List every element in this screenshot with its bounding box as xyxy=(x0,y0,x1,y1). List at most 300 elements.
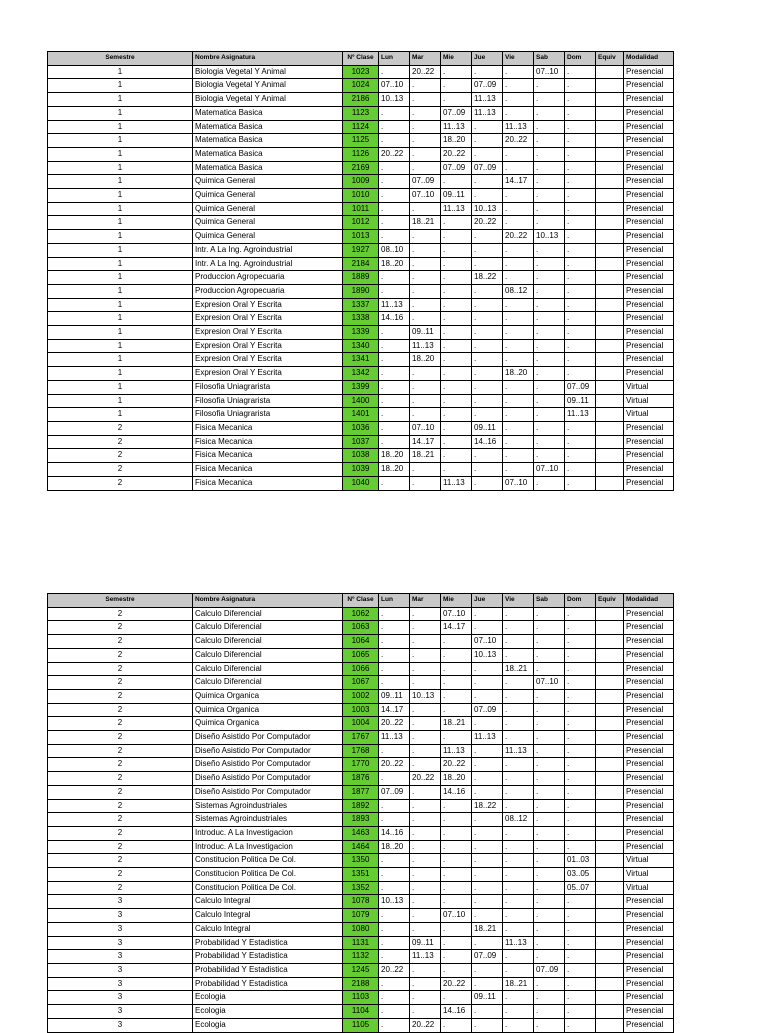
cell-semestre: 2 xyxy=(48,785,193,799)
cell-equiv xyxy=(596,717,624,731)
cell-sab: . xyxy=(534,257,565,271)
cell-lun: . xyxy=(379,202,410,216)
cell-mie: 07..09 xyxy=(441,161,472,175)
cell-equiv xyxy=(596,408,624,422)
cell-vie: . xyxy=(503,840,534,854)
cell-sab: . xyxy=(534,881,565,895)
cell-modalidad: Presencial xyxy=(624,909,674,923)
cell-vie: . xyxy=(503,326,534,340)
cell-modalidad: Presencial xyxy=(624,621,674,635)
cell-equiv xyxy=(596,785,624,799)
cell-dom: . xyxy=(565,298,596,312)
cell-semestre: 2 xyxy=(48,826,193,840)
cell-sab: . xyxy=(534,189,565,203)
cell-jue: 14..16 xyxy=(472,435,503,449)
cell-mie: . xyxy=(441,895,472,909)
cell-dom: . xyxy=(565,662,596,676)
cell-mar: . xyxy=(410,662,441,676)
cell-semestre: 3 xyxy=(48,909,193,923)
cell-clase: 1399 xyxy=(343,380,379,394)
cell-vie: . xyxy=(503,854,534,868)
cell-sab: . xyxy=(534,785,565,799)
cell-mar: . xyxy=(410,703,441,717)
cell-sab: . xyxy=(534,284,565,298)
cell-semestre: 1 xyxy=(48,189,193,203)
table-row xyxy=(48,79,674,93)
cell-asignatura: Constitucion Politica De Col. xyxy=(193,868,343,882)
cell-mar: . xyxy=(410,202,441,216)
cell-modalidad: Presencial xyxy=(624,936,674,950)
cell-mar: . xyxy=(410,298,441,312)
cell-equiv xyxy=(596,826,624,840)
cell-jue: . xyxy=(472,243,503,257)
cell-equiv xyxy=(596,772,624,786)
cell-sab: 07..10 xyxy=(534,463,565,477)
cell-equiv xyxy=(596,950,624,964)
cell-mar: . xyxy=(410,826,441,840)
cell-lun: . xyxy=(379,216,410,230)
cell-mie: . xyxy=(441,408,472,422)
schedule-table-1 xyxy=(47,51,674,491)
cell-semestre: 3 xyxy=(48,963,193,977)
header-clase: Nº Clase xyxy=(343,52,379,66)
cell-dom: . xyxy=(565,895,596,909)
cell-lun: . xyxy=(379,621,410,635)
table-row xyxy=(48,840,674,854)
cell-semestre: 1 xyxy=(48,326,193,340)
cell-equiv xyxy=(596,243,624,257)
cell-equiv xyxy=(596,476,624,490)
cell-asignatura: Biologia Vegetal Y Animal xyxy=(193,93,343,107)
cell-equiv xyxy=(596,339,624,353)
table-row xyxy=(48,772,674,786)
cell-vie: . xyxy=(503,106,534,120)
cell-dom: . xyxy=(565,120,596,134)
cell-mie: . xyxy=(441,840,472,854)
cell-semestre: 1 xyxy=(48,161,193,175)
cell-mie: . xyxy=(441,65,472,79)
cell-lun: . xyxy=(379,772,410,786)
cell-dom: . xyxy=(565,676,596,690)
cell-semestre: 1 xyxy=(48,312,193,326)
cell-vie: . xyxy=(503,147,534,161)
cell-asignatura: Filosofia Uniagrarista xyxy=(193,408,343,422)
cell-semestre: 1 xyxy=(48,147,193,161)
cell-equiv xyxy=(596,689,624,703)
cell-lun: . xyxy=(379,950,410,964)
cell-clase: 1770 xyxy=(343,758,379,772)
cell-asignatura: Matematica Basica xyxy=(193,147,343,161)
cell-dom: . xyxy=(565,1018,596,1032)
cell-clase: 1400 xyxy=(343,394,379,408)
table-row xyxy=(48,909,674,923)
cell-vie: . xyxy=(503,895,534,909)
cell-semestre: 2 xyxy=(48,435,193,449)
cell-mie: 11..13 xyxy=(441,202,472,216)
cell-dom: 03..05 xyxy=(565,868,596,882)
cell-sab: . xyxy=(534,106,565,120)
cell-lun: 14..16 xyxy=(379,312,410,326)
cell-modalidad: Presencial xyxy=(624,744,674,758)
cell-clase: 1342 xyxy=(343,367,379,381)
cell-asignatura: Matematica Basica xyxy=(193,161,343,175)
cell-semestre: 1 xyxy=(48,271,193,285)
cell-lun: . xyxy=(379,909,410,923)
cell-asignatura: Fisica Mecanica xyxy=(193,476,343,490)
cell-clase: 1009 xyxy=(343,175,379,189)
cell-asignatura: Filosofia Uniagrarista xyxy=(193,394,343,408)
cell-vie: . xyxy=(503,202,534,216)
table-row xyxy=(48,367,674,381)
cell-sab: . xyxy=(534,175,565,189)
cell-vie: 18..20 xyxy=(503,367,534,381)
cell-sab: . xyxy=(534,772,565,786)
cell-dom: . xyxy=(565,936,596,950)
cell-vie: . xyxy=(503,881,534,895)
cell-vie: . xyxy=(503,772,534,786)
cell-sab: . xyxy=(534,394,565,408)
cell-lun: 14..16 xyxy=(379,826,410,840)
cell-mar: . xyxy=(410,881,441,895)
cell-equiv xyxy=(596,662,624,676)
header-asignatura: Nombre Asignatura xyxy=(193,52,343,66)
cell-vie: . xyxy=(503,421,534,435)
cell-mie: 11..13 xyxy=(441,120,472,134)
cell-sab: . xyxy=(534,977,565,991)
cell-lun: 10..13 xyxy=(379,93,410,107)
cell-equiv xyxy=(596,840,624,854)
cell-equiv xyxy=(596,463,624,477)
cell-dom: . xyxy=(565,703,596,717)
cell-lun: . xyxy=(379,161,410,175)
cell-semestre: 3 xyxy=(48,977,193,991)
cell-mie: . xyxy=(441,936,472,950)
header-jue: Jue xyxy=(472,594,503,608)
header-semestre: Semestre xyxy=(48,52,193,66)
cell-jue: . xyxy=(472,449,503,463)
cell-semestre: 1 xyxy=(48,216,193,230)
cell-equiv xyxy=(596,758,624,772)
cell-dom: . xyxy=(565,189,596,203)
cell-semestre: 1 xyxy=(48,298,193,312)
cell-clase: 1103 xyxy=(343,991,379,1005)
cell-asignatura: Biologia Vegetal Y Animal xyxy=(193,79,343,93)
cell-vie: 08..12 xyxy=(503,813,534,827)
cell-equiv xyxy=(596,731,624,745)
cell-mar: . xyxy=(410,676,441,690)
cell-mie: . xyxy=(441,216,472,230)
cell-dom: . xyxy=(565,476,596,490)
cell-clase: 1080 xyxy=(343,922,379,936)
cell-asignatura: Fisica Mecanica xyxy=(193,435,343,449)
cell-dom: . xyxy=(565,991,596,1005)
table-row xyxy=(48,922,674,936)
cell-mar: . xyxy=(410,895,441,909)
cell-equiv xyxy=(596,963,624,977)
cell-asignatura: Expresion Oral Y Escrita xyxy=(193,353,343,367)
cell-semestre: 2 xyxy=(48,717,193,731)
cell-clase: 1002 xyxy=(343,689,379,703)
cell-mie: . xyxy=(441,339,472,353)
table-row xyxy=(48,298,674,312)
cell-equiv xyxy=(596,161,624,175)
cell-dom: . xyxy=(565,621,596,635)
cell-mie: 14..16 xyxy=(441,785,472,799)
cell-sab: . xyxy=(534,326,565,340)
cell-clase: 1003 xyxy=(343,703,379,717)
table-row xyxy=(48,717,674,731)
cell-mie: . xyxy=(441,689,472,703)
cell-asignatura: Biologia Vegetal Y Animal xyxy=(193,65,343,79)
table-row xyxy=(48,435,674,449)
cell-semestre: 3 xyxy=(48,991,193,1005)
cell-mar: . xyxy=(410,161,441,175)
cell-sab: . xyxy=(534,813,565,827)
table-row xyxy=(48,408,674,422)
cell-vie: 07..10 xyxy=(503,476,534,490)
cell-mar: . xyxy=(410,991,441,1005)
cell-mie: . xyxy=(441,326,472,340)
cell-dom: . xyxy=(565,243,596,257)
cell-modalidad: Presencial xyxy=(624,689,674,703)
cell-mie: . xyxy=(441,435,472,449)
cell-vie: . xyxy=(503,1018,534,1032)
table-row xyxy=(48,868,674,882)
cell-mie: . xyxy=(441,175,472,189)
cell-mie: . xyxy=(441,463,472,477)
cell-equiv xyxy=(596,312,624,326)
cell-mie: . xyxy=(441,298,472,312)
cell-semestre: 3 xyxy=(48,922,193,936)
cell-semestre: 1 xyxy=(48,243,193,257)
cell-sab: . xyxy=(534,312,565,326)
cell-equiv xyxy=(596,120,624,134)
cell-lun: 09..11 xyxy=(379,689,410,703)
cell-mie: . xyxy=(441,243,472,257)
cell-modalidad: Presencial xyxy=(624,840,674,854)
table-row xyxy=(48,977,674,991)
cell-clase: 2184 xyxy=(343,257,379,271)
cell-lun: 18..20 xyxy=(379,257,410,271)
cell-sab: . xyxy=(534,134,565,148)
cell-sab: . xyxy=(534,353,565,367)
cell-asignatura: Matematica Basica xyxy=(193,134,343,148)
cell-vie: 18..21 xyxy=(503,977,534,991)
cell-sab: . xyxy=(534,744,565,758)
cell-mie: . xyxy=(441,312,472,326)
cell-sab: . xyxy=(534,408,565,422)
cell-clase: 1337 xyxy=(343,298,379,312)
cell-modalidad: Presencial xyxy=(624,449,674,463)
header-semestre: Semestre xyxy=(48,594,193,608)
cell-modalidad: Presencial xyxy=(624,799,674,813)
cell-asignatura: Diseño Asistido Por Computador xyxy=(193,731,343,745)
cell-semestre: 2 xyxy=(48,621,193,635)
cell-dom: . xyxy=(565,134,596,148)
cell-sab: . xyxy=(534,648,565,662)
cell-asignatura: Expresion Oral Y Escrita xyxy=(193,298,343,312)
cell-dom: . xyxy=(565,785,596,799)
cell-dom: . xyxy=(565,435,596,449)
cell-lun: 08..10 xyxy=(379,243,410,257)
table-row xyxy=(48,635,674,649)
cell-lun: . xyxy=(379,326,410,340)
cell-lun: . xyxy=(379,476,410,490)
cell-mie: 18..20 xyxy=(441,772,472,786)
header-equiv: Equiv xyxy=(596,594,624,608)
cell-asignatura: Matematica Basica xyxy=(193,106,343,120)
cell-mie: 20..22 xyxy=(441,977,472,991)
cell-mie: . xyxy=(441,635,472,649)
cell-mie: . xyxy=(441,991,472,1005)
cell-lun: . xyxy=(379,421,410,435)
table-row xyxy=(48,120,674,134)
cell-jue: 20..22 xyxy=(472,216,503,230)
cell-asignatura: Fisica Mecanica xyxy=(193,463,343,477)
cell-semestre: 2 xyxy=(48,676,193,690)
cell-mar: . xyxy=(410,476,441,490)
cell-asignatura: Probabilidad Y Estadistica xyxy=(193,936,343,950)
cell-modalidad: Virtual xyxy=(624,868,674,882)
cell-asignatura: Calculo Diferencial xyxy=(193,648,343,662)
table-row xyxy=(48,353,674,367)
cell-clase: 1892 xyxy=(343,799,379,813)
cell-clase: 1024 xyxy=(343,79,379,93)
cell-jue: . xyxy=(472,230,503,244)
cell-asignatura: Intr. A La Ing. Agroindustrial xyxy=(193,257,343,271)
header-equiv: Equiv xyxy=(596,52,624,66)
cell-modalidad: Presencial xyxy=(624,147,674,161)
cell-lun: . xyxy=(379,380,410,394)
cell-mar: . xyxy=(410,284,441,298)
cell-mie: . xyxy=(441,1018,472,1032)
cell-lun: 18..20 xyxy=(379,449,410,463)
cell-sab: . xyxy=(534,216,565,230)
cell-lun: 20..22 xyxy=(379,717,410,731)
cell-vie: . xyxy=(503,216,534,230)
table-row xyxy=(48,881,674,895)
cell-modalidad: Presencial xyxy=(624,202,674,216)
cell-dom: . xyxy=(565,758,596,772)
cell-dom: . xyxy=(565,257,596,271)
cell-asignatura: Sistemas Agroindustriales xyxy=(193,799,343,813)
table-row xyxy=(48,936,674,950)
cell-lun: . xyxy=(379,175,410,189)
cell-vie: . xyxy=(503,868,534,882)
cell-dom: . xyxy=(565,922,596,936)
table-row xyxy=(48,476,674,490)
cell-jue: 11..13 xyxy=(472,106,503,120)
cell-equiv xyxy=(596,298,624,312)
cell-modalidad: Presencial xyxy=(624,79,674,93)
cell-semestre: 1 xyxy=(48,175,193,189)
table-row xyxy=(48,1018,674,1032)
table-row xyxy=(48,421,674,435)
cell-dom: . xyxy=(565,840,596,854)
cell-jue: . xyxy=(472,1005,503,1019)
cell-lun: . xyxy=(379,977,410,991)
cell-jue: . xyxy=(472,785,503,799)
cell-modalidad: Virtual xyxy=(624,408,674,422)
cell-modalidad: Presencial xyxy=(624,785,674,799)
cell-modalidad: Presencial xyxy=(624,1005,674,1019)
cell-vie: . xyxy=(503,963,534,977)
cell-jue: . xyxy=(472,134,503,148)
cell-mar: 07..10 xyxy=(410,421,441,435)
header-vie: Vie xyxy=(503,594,534,608)
cell-modalidad: Presencial xyxy=(624,175,674,189)
cell-clase: 1889 xyxy=(343,271,379,285)
cell-asignatura: Intr. A La Ing. Agroindustrial xyxy=(193,243,343,257)
cell-lun: . xyxy=(379,353,410,367)
cell-mar: . xyxy=(410,1005,441,1019)
cell-lun: 20..22 xyxy=(379,963,410,977)
cell-sab: . xyxy=(534,1005,565,1019)
cell-lun: 11..13 xyxy=(379,731,410,745)
cell-equiv xyxy=(596,449,624,463)
header-row xyxy=(48,594,674,608)
cell-asignatura: Diseño Asistido Por Computador xyxy=(193,758,343,772)
cell-dom: . xyxy=(565,717,596,731)
cell-mie: . xyxy=(441,799,472,813)
cell-dom: . xyxy=(565,826,596,840)
cell-mar: . xyxy=(410,977,441,991)
cell-modalidad: Presencial xyxy=(624,93,674,107)
cell-jue: 07..09 xyxy=(472,950,503,964)
header-mie: Mie xyxy=(441,52,472,66)
cell-sab: . xyxy=(534,826,565,840)
cell-modalidad: Presencial xyxy=(624,312,674,326)
cell-lun: . xyxy=(379,284,410,298)
cell-dom: . xyxy=(565,312,596,326)
cell-jue: . xyxy=(472,662,503,676)
cell-mar: . xyxy=(410,909,441,923)
cell-asignatura: Quimica General xyxy=(193,175,343,189)
cell-semestre: 1 xyxy=(48,202,193,216)
cell-vie: 20..22 xyxy=(503,134,534,148)
cell-modalidad: Presencial xyxy=(624,922,674,936)
cell-semestre: 2 xyxy=(48,421,193,435)
cell-clase: 1768 xyxy=(343,744,379,758)
cell-modalidad: Presencial xyxy=(624,950,674,964)
cell-dom: . xyxy=(565,963,596,977)
cell-lun: . xyxy=(379,854,410,868)
cell-modalidad: Presencial xyxy=(624,731,674,745)
cell-mar: . xyxy=(410,785,441,799)
cell-dom: 11..13 xyxy=(565,408,596,422)
cell-modalidad: Presencial xyxy=(624,230,674,244)
cell-mie: 07..10 xyxy=(441,909,472,923)
cell-mie: . xyxy=(441,676,472,690)
cell-jue: 07..09 xyxy=(472,161,503,175)
cell-mie: . xyxy=(441,881,472,895)
cell-asignatura: Constitucion Politica De Col. xyxy=(193,881,343,895)
cell-jue: . xyxy=(472,868,503,882)
cell-mar: . xyxy=(410,922,441,936)
cell-equiv xyxy=(596,703,624,717)
cell-equiv xyxy=(596,367,624,381)
cell-jue: . xyxy=(472,463,503,477)
cell-dom: . xyxy=(565,799,596,813)
cell-semestre: 2 xyxy=(48,854,193,868)
cell-vie: . xyxy=(503,621,534,635)
cell-equiv xyxy=(596,1005,624,1019)
cell-semestre: 1 xyxy=(48,120,193,134)
table-row xyxy=(48,758,674,772)
header-mar: Mar xyxy=(410,52,441,66)
cell-lun: 11..13 xyxy=(379,298,410,312)
cell-vie: . xyxy=(503,271,534,285)
